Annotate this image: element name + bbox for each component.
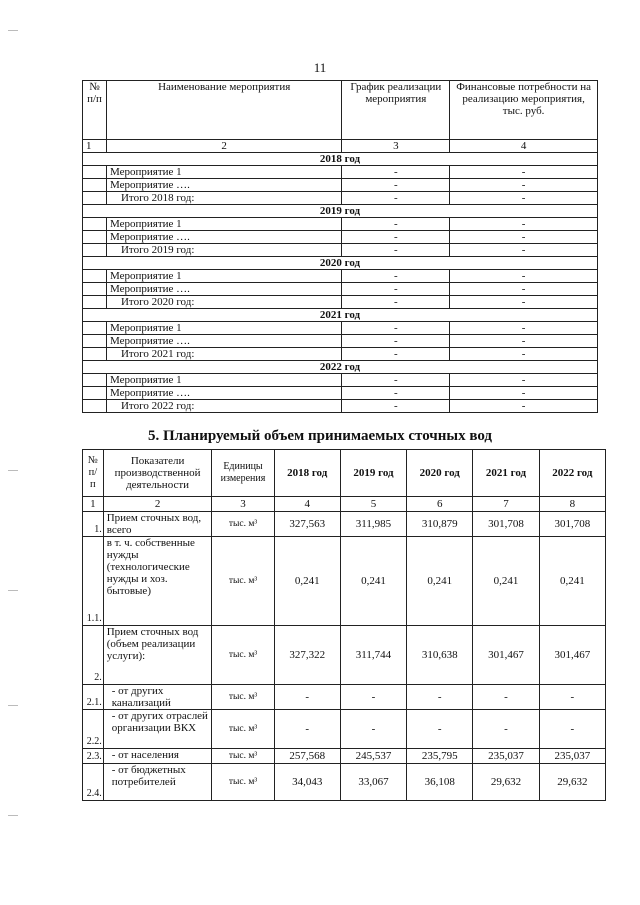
value-cell: 311,744 [340,626,406,685]
unit-cell: тыс. м³ [212,537,274,626]
value-cell: 301,467 [473,626,539,685]
total-label: Итого 2022 год: [106,400,341,413]
indicator-number: 1.1. [83,537,104,626]
schedule-cell: - [342,348,450,361]
total-label: Итого 2021 год: [106,348,341,361]
page-number: 11 [313,60,327,75]
measure-name: Мероприятие …. [106,179,341,192]
indicator-row [83,626,606,685]
value-cell: - [407,710,473,749]
measure-row [83,374,598,387]
indicator-name: Прием сточных вод (объем реализации услуги): [103,626,212,685]
finance-cell: - [450,322,598,335]
value-cell: 301,467 [539,626,605,685]
col-number-cell: 4 [274,497,340,512]
row-number-cell [83,244,107,257]
header-cell: 2020 год [407,450,473,497]
scan-mark [8,590,18,591]
finance-cell: - [450,244,598,257]
row-number-cell [83,296,107,309]
value-cell: - [539,710,605,749]
header-cell: 2019 год [340,450,406,497]
wastewater-table [82,449,606,801]
value-cell: 311,985 [340,512,406,537]
finance-cell: - [450,387,598,400]
total-row [83,296,598,309]
indicator-name: Прием сточных вод, всего [103,512,212,537]
schedule-cell: - [342,400,450,413]
measure-row [83,335,598,348]
finance-cell: - [450,283,598,296]
scan-mark [8,815,18,816]
year-label: 2022 год [83,361,598,374]
row-number-cell [83,218,107,231]
header-cell: № п/п [83,81,107,140]
measure-name: Мероприятие …. [106,335,341,348]
measure-name: Мероприятие 1 [106,322,341,335]
row-number-cell [83,400,107,413]
value-cell: 235,037 [539,749,605,764]
total-row [83,348,598,361]
value-cell: - [539,685,605,710]
header-cell: Показатели производственной деятельности [103,450,212,497]
indicator-number: 2.3. [83,749,104,764]
measure-row [83,270,598,283]
value-cell: 327,322 [274,626,340,685]
value-cell: 327,563 [274,512,340,537]
measures-table [82,80,598,413]
indicator-row [83,764,606,801]
col-number-cell: 3 [342,140,450,153]
value-cell: - [340,710,406,749]
row-number-cell [83,231,107,244]
finance-cell: - [450,179,598,192]
value-cell: 29,632 [539,764,605,801]
unit-cell: тыс. м³ [212,710,274,749]
header-cell: 2021 год [473,450,539,497]
header-cell: Финансовые потребности на реализацию мероприятия, тыс. руб. [450,81,598,140]
header-cell: График реализации мероприятия [342,81,450,140]
indicator-row [83,512,606,537]
schedule-cell: - [342,192,450,205]
indicator-row [83,685,606,710]
measure-name: Мероприятие 1 [106,218,341,231]
unit-cell: тыс. м³ [212,512,274,537]
year-row [83,205,598,218]
unit-cell: тыс. м³ [212,764,274,801]
value-cell: 0,241 [473,537,539,626]
value-cell: 34,043 [274,764,340,801]
value-cell: 235,037 [473,749,539,764]
schedule-cell: - [342,244,450,257]
schedule-cell: - [342,296,450,309]
value-cell: 36,108 [407,764,473,801]
schedule-cell: - [342,322,450,335]
year-row [83,309,598,322]
finance-cell: - [450,374,598,387]
year-label: 2021 год [83,309,598,322]
indicator-number: 2.2. [83,710,104,749]
year-row [83,257,598,270]
measure-row [83,179,598,192]
measure-name: Мероприятие 1 [106,166,341,179]
column-number-row [83,140,598,153]
measure-row [83,322,598,335]
indicator-row [83,749,606,764]
column-number-row [83,497,606,512]
measure-row [83,231,598,244]
schedule-cell: - [342,218,450,231]
schedule-cell: - [342,283,450,296]
value-cell: - [473,685,539,710]
finance-cell: - [450,400,598,413]
indicator-row [83,537,606,626]
header-cell: № п/ п [83,450,104,497]
year-label: 2018 год [83,153,598,166]
schedule-cell: - [342,335,450,348]
measure-row [83,166,598,179]
row-number-cell [83,283,107,296]
wastewater-header-row [83,450,606,497]
col-number-cell: 1 [83,497,104,512]
value-cell: 301,708 [473,512,539,537]
schedule-cell: - [342,387,450,400]
measure-name: Мероприятие …. [106,231,341,244]
schedule-cell: - [342,231,450,244]
col-number-cell: 2 [103,497,212,512]
row-number-cell [83,270,107,283]
header-cell: 2018 год [274,450,340,497]
col-number-cell: 6 [407,497,473,512]
measure-name: Мероприятие …. [106,387,341,400]
value-cell: 0,241 [539,537,605,626]
value-cell: 310,879 [407,512,473,537]
scan-mark [8,30,18,31]
value-cell: - [407,685,473,710]
value-cell: - [340,685,406,710]
scan-mark [8,705,18,706]
scan-mark [8,470,18,471]
col-number-cell: 3 [212,497,274,512]
value-cell: 0,241 [274,537,340,626]
finance-cell: - [450,192,598,205]
finance-cell: - [450,348,598,361]
finance-cell: - [450,296,598,309]
col-number-cell: 5 [340,497,406,512]
col-number-cell: 7 [473,497,539,512]
header-cell: Наименование мероприятия [106,81,341,140]
value-cell: - [274,710,340,749]
year-row [83,361,598,374]
year-label: 2020 год [83,257,598,270]
indicator-name: в т. ч. собственные нужды (технологические нужды и хоз. бытовые) [103,537,212,626]
finance-cell: - [450,218,598,231]
measure-row [83,218,598,231]
unit-cell: тыс. м³ [212,749,274,764]
unit-cell: тыс. м³ [212,685,274,710]
year-label: 2019 год [83,205,598,218]
indicator-name: - от населения [103,749,212,764]
indicator-row [83,710,606,749]
indicator-number: 1. [83,512,104,537]
total-label: Итого 2018 год: [106,192,341,205]
finance-cell: - [450,270,598,283]
indicator-number: 2.1. [83,685,104,710]
header-cell: Единицы измерения [212,450,274,497]
value-cell: 257,568 [274,749,340,764]
total-label: Итого 2020 год: [106,296,341,309]
value-cell: - [274,685,340,710]
value-cell: - [473,710,539,749]
wastewater-table-body [83,450,606,801]
value-cell: 310,638 [407,626,473,685]
total-row [83,244,598,257]
measure-row [83,283,598,296]
indicator-name: - от других отраслей организации ВКХ [103,710,212,749]
schedule-cell: - [342,179,450,192]
schedule-cell: - [342,270,450,283]
row-number-cell [83,348,107,361]
schedule-cell: - [342,166,450,179]
finance-cell: - [450,231,598,244]
unit-cell: тыс. м³ [212,626,274,685]
value-cell: 0,241 [340,537,406,626]
value-cell: 245,537 [340,749,406,764]
measure-row [83,387,598,400]
row-number-cell [83,192,107,205]
measure-name: Мероприятие 1 [106,270,341,283]
row-number-cell [83,322,107,335]
col-number-cell: 4 [450,140,598,153]
row-number-cell [83,335,107,348]
total-label: Итого 2019 год: [106,244,341,257]
col-number-cell: 2 [106,140,341,153]
header-cell: 2022 год [539,450,605,497]
total-row [83,400,598,413]
indicator-number: 2. [83,626,104,685]
value-cell: 0,241 [407,537,473,626]
year-row [83,153,598,166]
finance-cell: - [450,335,598,348]
col-number-cell: 8 [539,497,605,512]
row-number-cell [83,374,107,387]
row-number-cell [83,387,107,400]
value-cell: 235,795 [407,749,473,764]
indicator-name: - от других канализаций [103,685,212,710]
finance-cell: - [450,166,598,179]
measure-name: Мероприятие 1 [106,374,341,387]
value-cell: 33,067 [340,764,406,801]
schedule-cell: - [342,374,450,387]
row-number-cell [83,179,107,192]
indicator-name: - от бюджетных потребителей [103,764,212,801]
measure-name: Мероприятие …. [106,283,341,296]
measures-header-row [83,81,598,140]
indicator-number: 2.4. [83,764,104,801]
value-cell: 29,632 [473,764,539,801]
col-number-cell: 1 [83,140,107,153]
total-row [83,192,598,205]
measures-table-body [83,81,598,413]
value-cell: 301,708 [539,512,605,537]
section-title: 5. Планируемый объем принимаемых сточных вод [147,428,493,444]
row-number-cell [83,166,107,179]
